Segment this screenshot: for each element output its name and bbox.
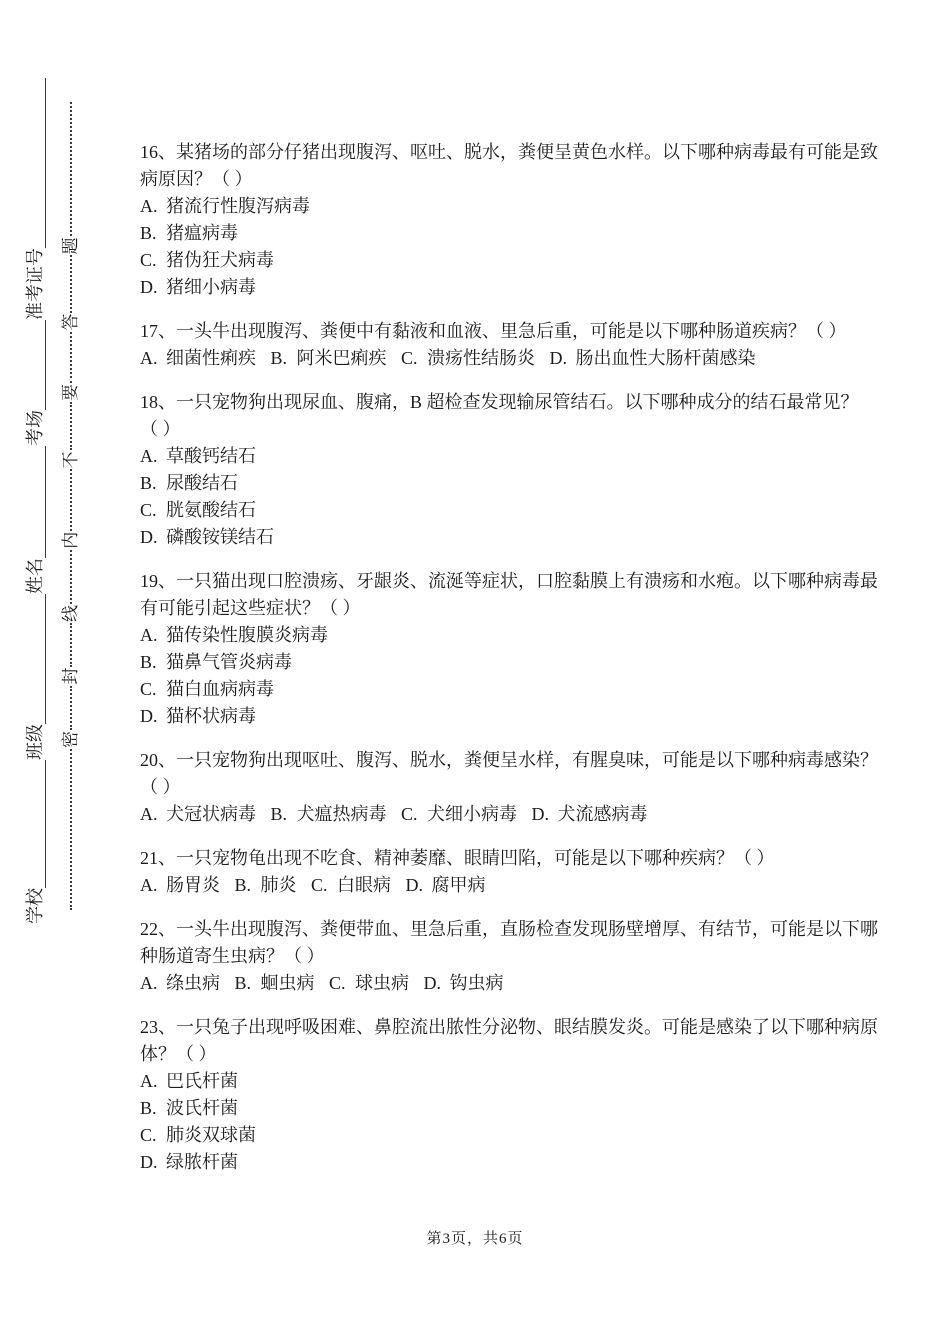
exam-questions: [140, 139, 878, 1193]
seal-dotted-segment: [70, 550, 72, 604]
option-key: C.: [311, 875, 328, 895]
option-key: D.: [405, 875, 423, 895]
question-21-option-d: [406, 875, 486, 895]
question-19-option-a: [140, 622, 840, 649]
seal-char: 线: [61, 605, 80, 623]
question-17-option-b: [271, 348, 387, 368]
option-key: B.: [270, 804, 288, 824]
option-text: 巴氏杆菌: [166, 1071, 238, 1091]
field-blank-class: [24, 594, 46, 724]
question-22-stem-line: 22、一头牛出现腹泻、粪便带血、里急后重，直肠检查发现肠壁增厚、有结节，可能是以下哪: [140, 919, 878, 939]
option-text: 尿酸结石: [166, 473, 238, 493]
question-16-option-b: [140, 220, 840, 247]
seal-dotted-segment: [70, 332, 72, 383]
option-text: 犬细小病毒: [427, 804, 517, 824]
seal-line: [58, 102, 84, 910]
seal-char: 题: [61, 237, 80, 255]
option-key: A.: [140, 196, 158, 216]
option-text: 绿脓杆菌: [166, 1152, 238, 1172]
option-key: B.: [270, 348, 288, 368]
option-key: D.: [140, 277, 158, 297]
question-22-option-c: [329, 973, 409, 993]
question-17-option-c: [401, 348, 535, 368]
option-text: 犬瘟热病毒: [296, 804, 387, 824]
seal-char: 要: [61, 384, 80, 402]
question-20-stem-line: （ ）: [140, 777, 181, 797]
question-17-option-a: [140, 348, 256, 368]
field-label-name: 姓名: [25, 558, 45, 594]
option-text: 猪流行性腹泻病毒: [166, 196, 310, 216]
question-19-option-c: [140, 676, 840, 703]
question-20-option-a: [140, 804, 256, 824]
option-text: 肠出血性大肠杆菌感染: [575, 348, 756, 368]
option-text: 草酸钙结石: [166, 446, 256, 466]
option-text: 肺炎双球菌: [166, 1125, 256, 1145]
question-21-option-a: [140, 875, 220, 895]
question-20-option-c: [401, 804, 517, 824]
option-text: 猪细小病毒: [166, 277, 256, 297]
question-19-option-d: [140, 703, 840, 730]
option-key: A.: [140, 348, 158, 368]
question-18-stem-line: （ ）: [140, 419, 181, 439]
seal-char: 封: [61, 667, 80, 685]
page-footer: 第3页，共6页: [426, 1231, 524, 1247]
option-key: D.: [140, 706, 158, 726]
question-22: [140, 916, 878, 997]
question-16-option-d: [140, 274, 840, 301]
seal-dotted-segment: [70, 402, 72, 450]
question-22-stem-line: 种肠道寄生虫病？（ ）: [140, 946, 325, 966]
seal-dotted-segment: [70, 623, 72, 666]
option-text: 肠胃炎: [166, 875, 220, 895]
question-23-stem-line: 23、一只兔子出现呼吸困难、鼻腔流出脓性分泌物、眼结膜发炎。可能是感染了以下哪种病原: [140, 1017, 878, 1037]
question-18-stem-line: 18、一只宠物狗出现尿血、腹痛，B 超检查发现输尿管结石。以下哪种成分的结石最常见？: [140, 392, 859, 412]
option-text: 犬流感病毒: [557, 804, 648, 824]
option-text: 猫杯状病毒: [166, 706, 256, 726]
question-18-option-c: [140, 497, 840, 524]
question-21-option-b: [235, 875, 297, 895]
seal-dotted-segment: [70, 102, 72, 236]
question-22-option-a: [140, 973, 220, 993]
option-key: A.: [140, 1071, 158, 1091]
option-key: C.: [140, 1125, 157, 1145]
option-text: 钩虫病: [449, 973, 504, 993]
option-text: 蛔虫病: [260, 973, 315, 993]
option-key: C.: [401, 804, 418, 824]
question-16-stem-line: 16、某猪场的部分仔猪出现腹泻、呕吐、脱水，粪便呈黄色水样。以下哪种病毒最有可能是致: [140, 142, 878, 162]
field-blank-name: [24, 446, 46, 558]
option-key: B.: [140, 223, 157, 243]
option-key: A.: [140, 973, 158, 993]
question-19: [140, 568, 878, 730]
question-17-stem-line: 17、一头牛出现腹泻、粪便中有黏液和血液、里急后重，可能是以下哪种肠道疾病？（ ）: [140, 321, 847, 341]
option-text: 波氏杆菌: [166, 1098, 238, 1118]
option-text: 绦虫病: [166, 973, 220, 993]
option-key: A.: [140, 446, 158, 466]
option-text: 磷酸铵镁结石: [166, 527, 274, 547]
question-20-option-b: [271, 804, 387, 824]
seal-char: 密: [61, 730, 80, 748]
question-23-option-c: [140, 1122, 840, 1149]
option-key: C.: [140, 679, 157, 699]
field-blank-admission-number: [24, 78, 46, 248]
option-text: 犬冠状病毒: [166, 804, 256, 824]
seal-char: 内: [61, 531, 80, 549]
question-16: [140, 139, 878, 301]
option-key: D.: [531, 804, 549, 824]
option-text: 腐甲病: [431, 875, 486, 895]
option-text: 溃疡性结肠炎: [427, 348, 535, 368]
question-21: [140, 845, 840, 899]
option-key: A.: [140, 625, 158, 645]
question-16-option-a: [140, 193, 840, 220]
question-23-option-a: [140, 1068, 840, 1095]
option-text: 猪伪狂犬病毒: [166, 250, 274, 270]
option-key: C.: [401, 348, 418, 368]
option-text: 细菌性痢疾: [166, 348, 256, 368]
field-label-admission-number: 准考证号: [25, 248, 45, 320]
option-text: 肺炎: [260, 875, 297, 895]
seal-char: 答: [61, 313, 80, 331]
seal-char: 不: [61, 451, 80, 469]
field-label-school: 学校: [25, 888, 45, 924]
option-key: A.: [140, 875, 158, 895]
question-20: [140, 747, 878, 828]
seal-dotted-segment: [70, 255, 72, 312]
option-text: 胱氨酸结石: [166, 500, 256, 520]
question-21-stem-line: 21、一只宠物龟出现不吃食、精神萎靡、眼睛凹陷，可能是以下哪种疾病？（ ）: [140, 848, 775, 868]
option-key: C.: [140, 250, 157, 270]
question-16-stem-line: 病原因？（ ）: [140, 169, 253, 189]
seal-dotted-segment: [70, 469, 72, 530]
question-23: [140, 1014, 878, 1176]
option-key: C.: [329, 973, 346, 993]
question-23-stem-line: 体？（ ）: [140, 1044, 217, 1064]
seal-dotted-segment: [70, 749, 72, 910]
option-key: C.: [140, 500, 157, 520]
option-key: B.: [140, 473, 157, 493]
option-key: D.: [140, 527, 158, 547]
question-19-stem-line: 有可能引起这些症状？（ ）: [140, 598, 361, 618]
question-23-option-b: [140, 1095, 840, 1122]
field-label-class: 班级: [25, 724, 45, 760]
question-20-option-d: [532, 804, 648, 824]
option-text: 猫传染性腹膜炎病毒: [166, 625, 328, 645]
option-key: B.: [140, 1098, 157, 1118]
question-16-option-c: [140, 247, 840, 274]
seal-dotted-segment: [70, 686, 72, 730]
question-23-option-d: [140, 1149, 840, 1176]
question-19-option-b: [140, 649, 840, 676]
field-label-exam-room: 考场: [25, 410, 45, 446]
option-key: A.: [140, 804, 158, 824]
option-key: B.: [234, 973, 252, 993]
field-blank-exam-room: [24, 320, 46, 410]
question-22-option-d: [424, 973, 504, 993]
option-key: B.: [234, 875, 252, 895]
question-18-option-b: [140, 470, 840, 497]
question-20-stem-line: 20、一只宠物狗出现呕吐、腹泻、脱水，粪便呈水样，有腥臭味，可能是以下哪种病毒感染？: [140, 750, 878, 770]
question-22-option-b: [235, 973, 315, 993]
option-text: 阿米巴痢疾: [296, 348, 387, 368]
question-17: [140, 318, 847, 372]
option-key: D.: [140, 1152, 158, 1172]
option-key: B.: [140, 652, 157, 672]
question-18-option-a: [140, 443, 840, 470]
option-text: 猫白血病病毒: [166, 679, 274, 699]
option-key: D.: [549, 348, 567, 368]
option-text: 球虫病: [355, 973, 409, 993]
option-text: 猪瘟病毒: [166, 223, 238, 243]
question-18-option-d: [140, 524, 840, 551]
question-18: [140, 389, 859, 551]
option-key: D.: [423, 973, 441, 993]
student-info-fields: [14, 78, 46, 924]
question-19-stem-line: 19、一只猫出现口腔溃疡、牙龈炎、流涎等症状，口腔黏膜上有溃疡和水疱。以下哪种病毒最: [140, 571, 878, 591]
field-blank-school: [24, 760, 46, 888]
option-text: 猫鼻气管炎病毒: [166, 652, 292, 672]
question-17-option-d: [550, 348, 756, 368]
question-21-option-c: [311, 875, 391, 895]
option-text: 白眼病: [337, 875, 391, 895]
